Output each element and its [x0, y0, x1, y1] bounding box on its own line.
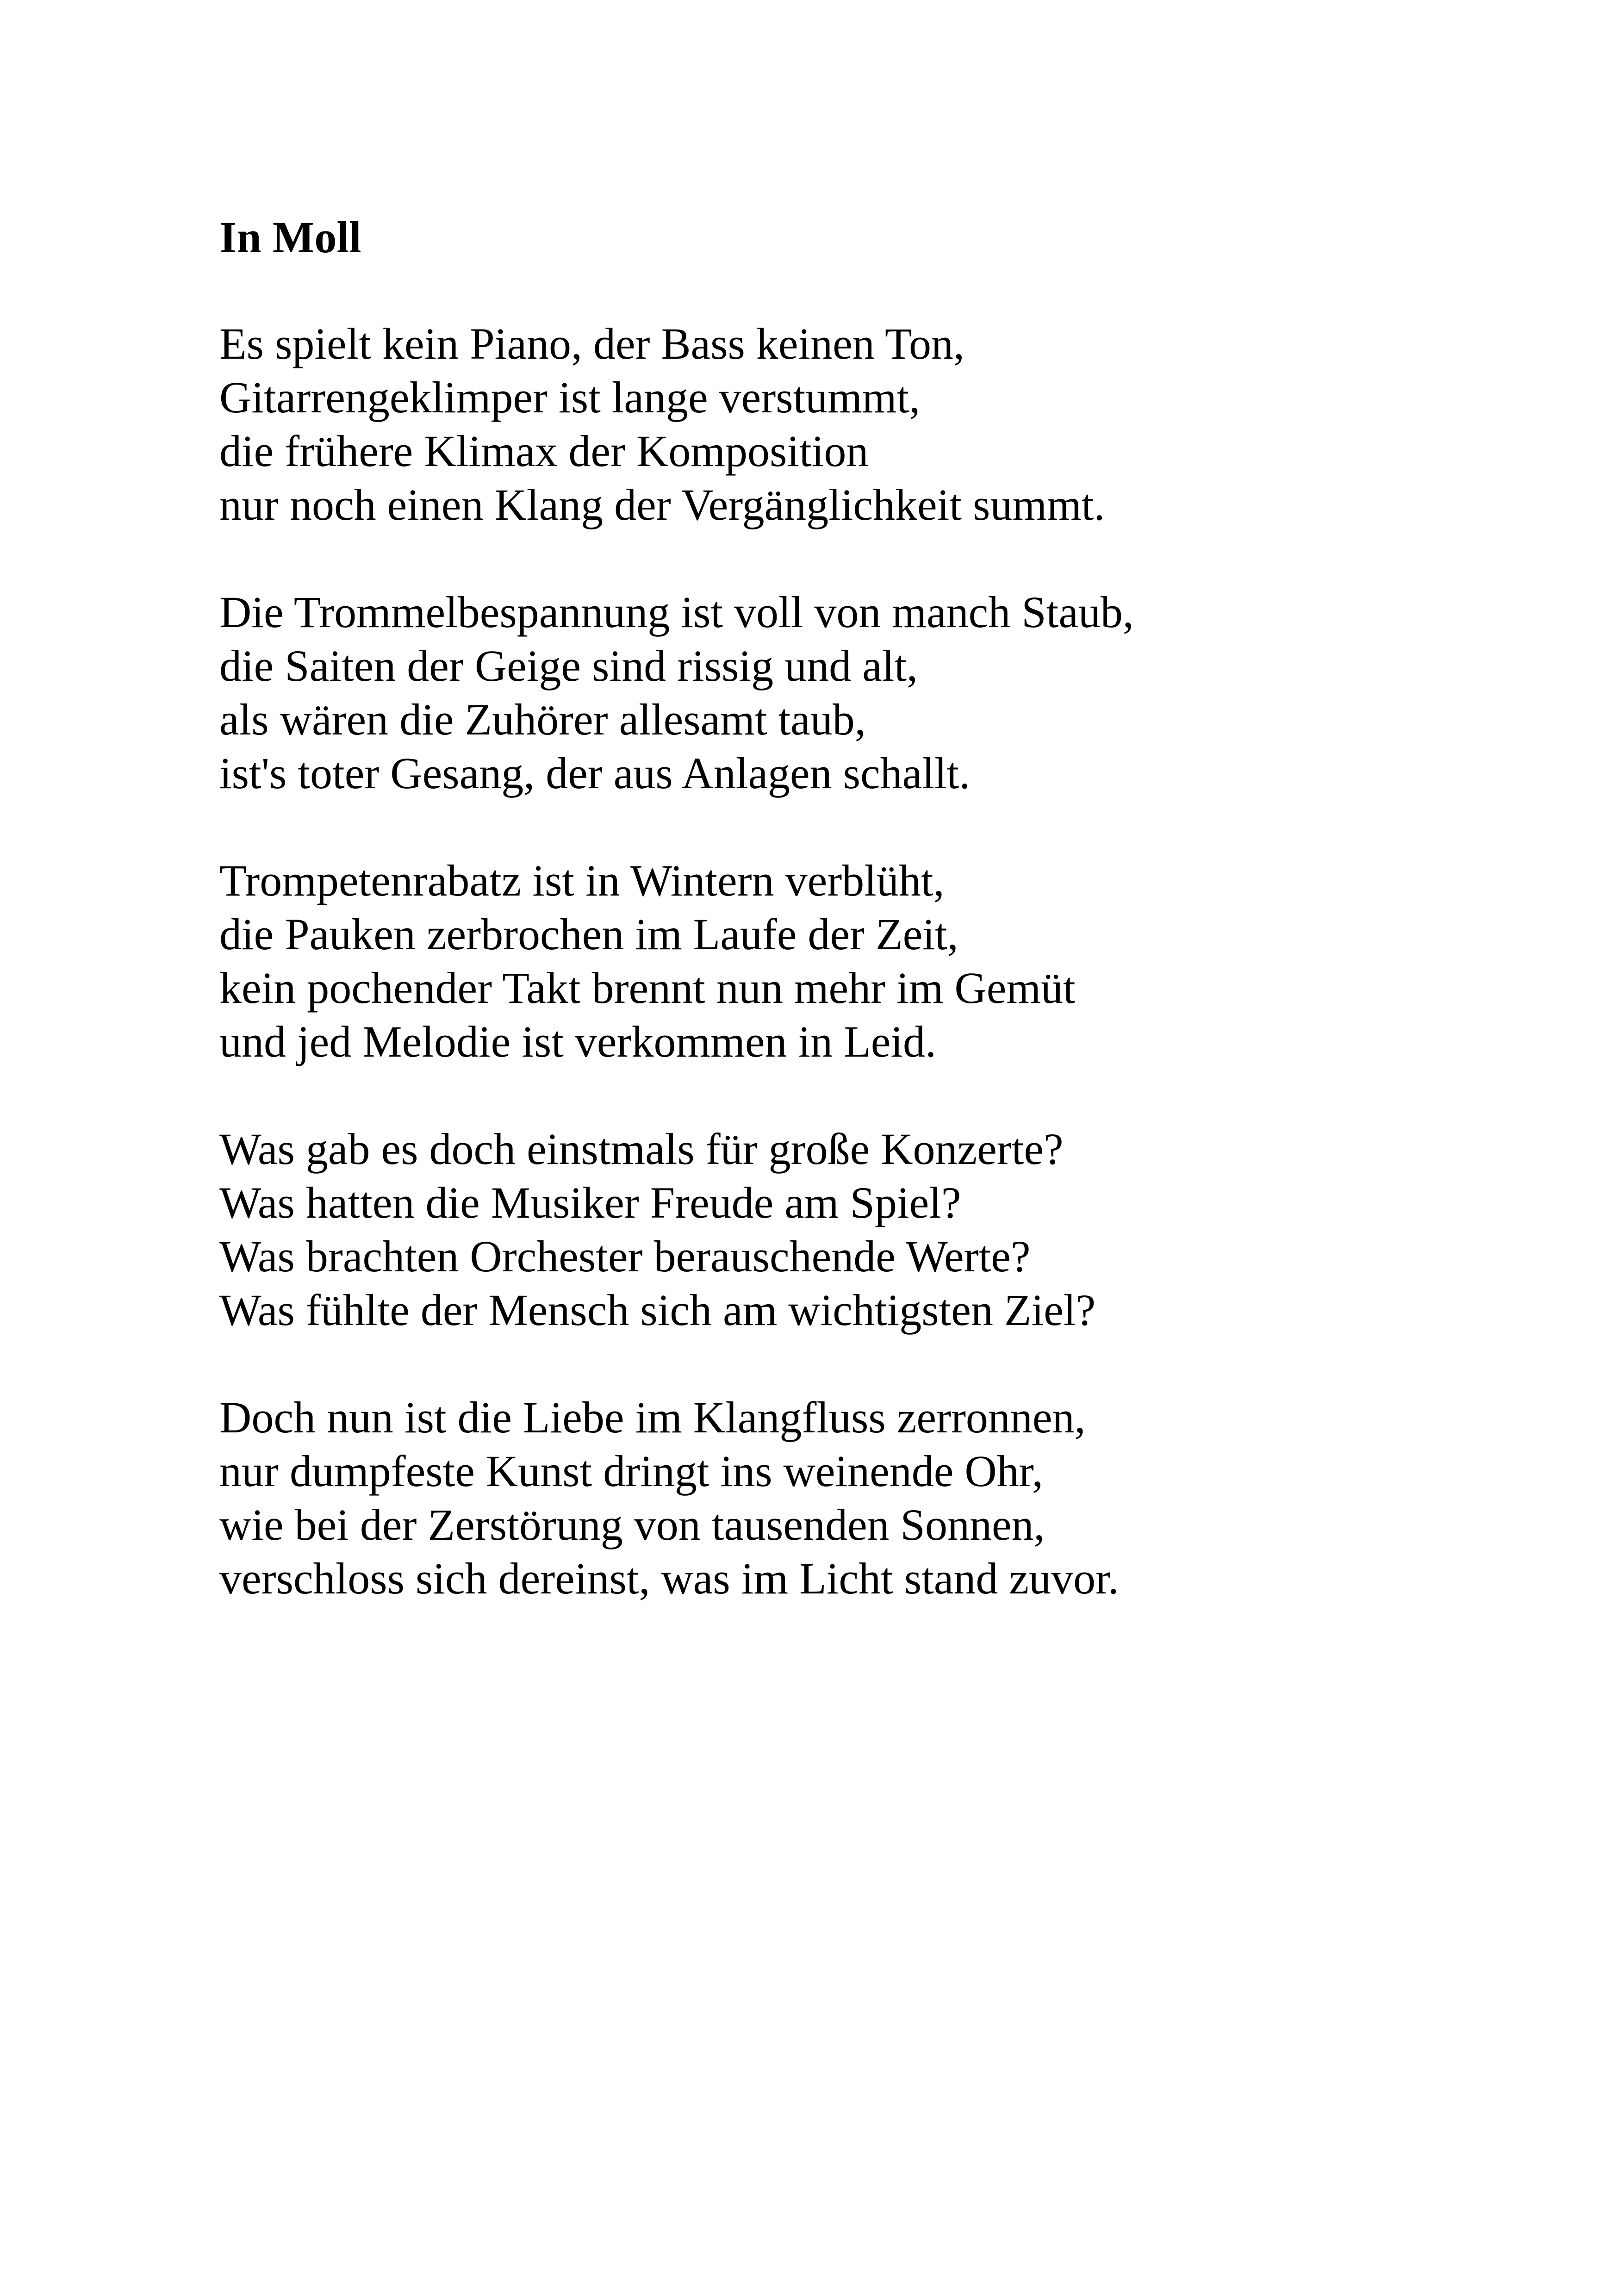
poem-line: Was hatten die Musiker Freude am Spiel? — [219, 1178, 961, 1227]
poem-line: Was brachten Orchester berauschende Werte? — [219, 1232, 1031, 1281]
stanza-2 — [219, 585, 1134, 800]
poem — [219, 211, 1134, 1659]
poem-line: Es spielt kein Piano, der Bass keinen Ton, — [219, 319, 965, 368]
poem-line: die Saiten der Geige sind rissig und alt, — [219, 641, 918, 691]
stanza-4 — [219, 1122, 1134, 1337]
poem-line: verschloss sich dereinst, was im Licht stand zuvor. — [219, 1554, 1119, 1603]
poem-line: kein pochender Takt brennt nun mehr im Gemüt — [219, 963, 1076, 1013]
poem-line: wie bei der Zerstörung von tausenden Sonnen, — [219, 1500, 1045, 1549]
poem-line: nur noch einen Klang der Vergänglichkeit summt. — [219, 480, 1105, 529]
poem-line: als wären die Zuhörer allesamt taub, — [219, 695, 866, 744]
poem-line: nur dumpfeste Kunst dringt ins weinende Ohr, — [219, 1446, 1043, 1496]
stanza-5 — [219, 1391, 1134, 1605]
poem-line: Gitarrengeklimper ist lange verstummt, — [219, 373, 921, 422]
poem-line: die frühere Klimax der Komposition — [219, 426, 869, 476]
poem-line: ist's toter Gesang, der aus Anlagen schallt. — [219, 748, 971, 798]
poem-line: Was gab es doch einstmals für große Konzerte? — [219, 1124, 1064, 1174]
poem-line: Doch nun ist die Liebe im Klangfluss zerronnen, — [219, 1393, 1086, 1442]
poem-line: Was fühlte der Mensch sich am wichtigsten Ziel? — [219, 1285, 1096, 1335]
poem-body — [219, 317, 1134, 1605]
poem-line: die Pauken zerbrochen im Laufe der Zeit, — [219, 909, 958, 959]
poem-line: und jed Melodie ist verkommen in Leid. — [219, 1017, 937, 1066]
poem-title: In Moll — [219, 212, 361, 262]
poem-line: Die Trommelbespannung ist voll von manch Staub, — [219, 587, 1134, 637]
poem-line: Trompetenrabatz ist in Wintern verblüht, — [219, 856, 945, 905]
stanza-3 — [219, 854, 1134, 1069]
stanza-1 — [219, 317, 1134, 532]
